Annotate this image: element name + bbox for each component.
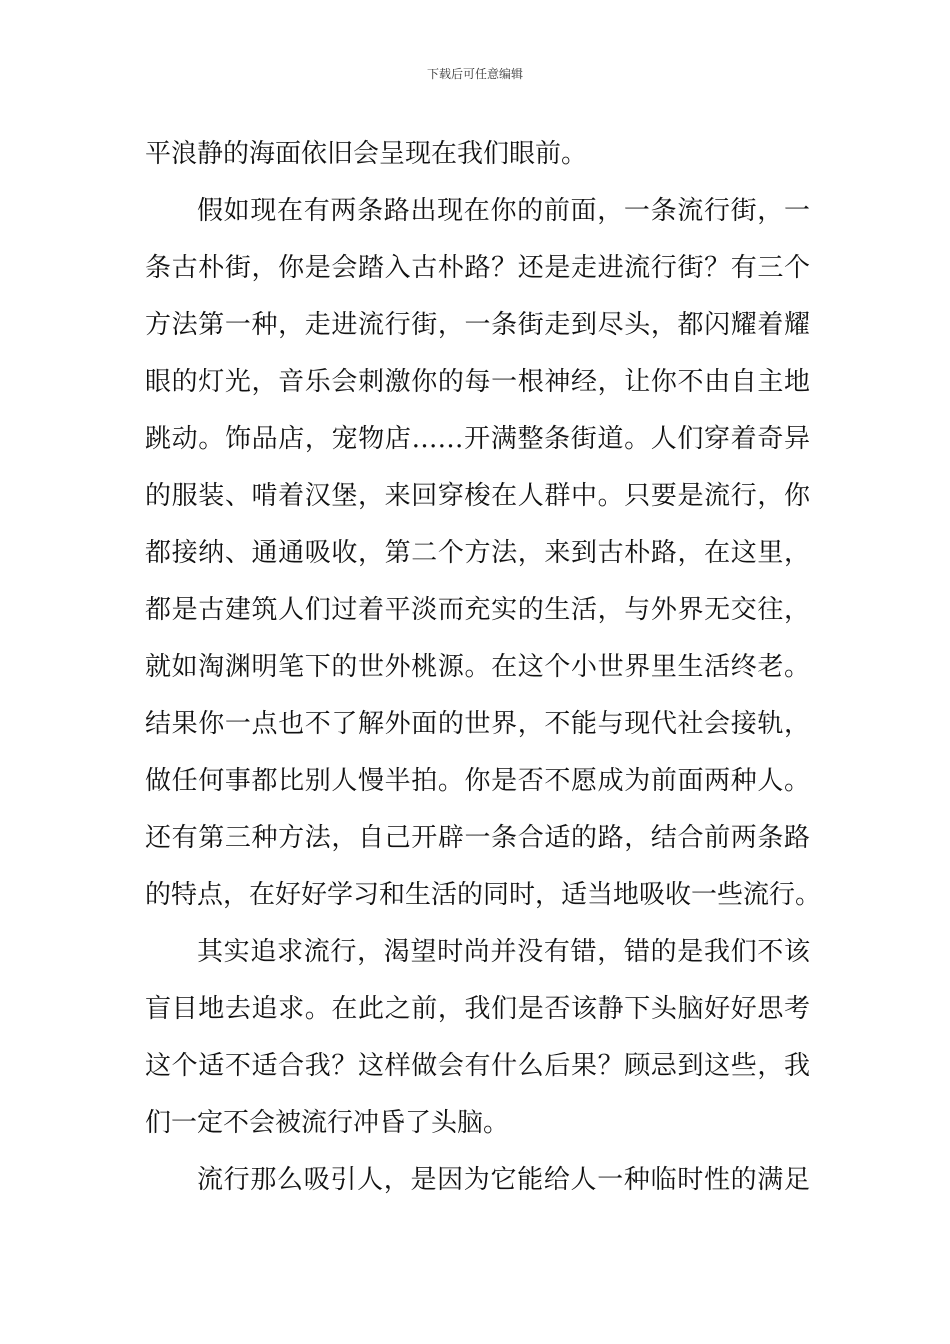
page-header: 下载后可任意编辑: [426, 67, 523, 81]
text-line: 的服装、啃着汉堡，来回穿梭在人群中。只要是流行，你: [145, 481, 810, 511]
text-line: 就如淘渊明笔下的世外桃源。在这个小世界里生活终老。: [145, 652, 810, 682]
text-line: 做任何事都比别人慢半拍。你是否不愿成为前面两种人。: [145, 766, 810, 796]
text-line: 条古朴街，你是会踏入古朴路？还是走进流行街？有三个: [145, 253, 810, 283]
text-line: 们一定不会被流行冲昏了头脑。: [145, 1108, 510, 1138]
document-body: [145, 126, 822, 1209]
text-line: 还有第三种方法，自己开辟一条合适的路，结合前两条路: [145, 823, 810, 853]
text-line: 流行那么吸引人，是因为它能给人一种临时性的满足: [197, 1165, 810, 1195]
text-line: 平浪静的海面依旧会呈现在我们眼前。: [145, 139, 588, 169]
text-line: 方法第一种，走进流行街，一条街走到尽头，都闪耀着耀: [145, 310, 810, 340]
text-line: 的特点，在好好学习和生活的同时，适当地吸收一些流行。: [145, 880, 822, 910]
text-line: 盲目地去追求。在此之前，我们是否该静下头脑好好思考: [145, 994, 810, 1024]
text-line: 都是古建筑人们过着平淡而充实的生活，与外界无交往，: [145, 595, 810, 625]
text-line: 跳动。饰品店，宠物店……开满整条街道。人们穿着奇异: [145, 424, 810, 454]
text-line: 结果你一点也不了解外面的世界，不能与现代社会接轨，: [145, 709, 810, 739]
text-line: 其实追求流行，渴望时尚并没有错，错的是我们不该: [197, 937, 810, 967]
text-line: 假如现在有两条路出现在你的前面，一条流行街，一: [197, 196, 810, 226]
text-line: 都接纳、通通吸收，第二个方法，来到古朴路，在这里，: [145, 538, 810, 568]
text-line: 眼的灯光，音乐会刺激你的每一根神经，让你不由自主地: [145, 367, 810, 397]
text-line: 这个适不适合我？这样做会有什么后果？顾忌到这些，我: [145, 1051, 810, 1081]
